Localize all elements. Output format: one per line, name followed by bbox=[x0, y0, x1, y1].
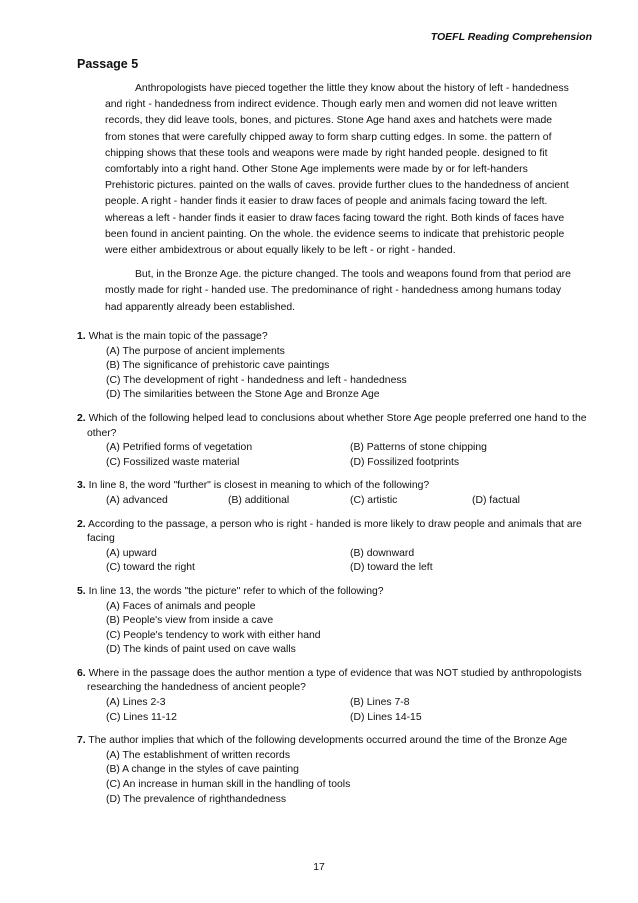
answer-option-b[interactable]: (B) People's view from inside a cave bbox=[106, 615, 274, 627]
question-list bbox=[77, 330, 607, 816]
answer-option-b[interactable]: (B) A change in the styles of cave painting bbox=[106, 764, 299, 776]
question-number: 6. bbox=[77, 667, 86, 679]
question-text: Which of the following helped lead to conclusions about whether Store Age people preferred one hand to the other? bbox=[87, 412, 587, 439]
question-text: Where in the passage does the author mention a type of evidence that was NOT studied by anthropologists researching the handedness of ancient people? bbox=[87, 667, 582, 694]
question-1 bbox=[77, 330, 607, 403]
answer-option-a[interactable]: (A) The purpose of ancient implements bbox=[106, 345, 285, 357]
answer-option-c[interactable]: (C) An increase in human skill in the handling of tools bbox=[106, 779, 351, 791]
question-number: 2. bbox=[77, 518, 86, 530]
answer-options bbox=[106, 547, 607, 576]
question-stem bbox=[77, 412, 607, 441]
answer-option-d[interactable]: (D) Fossilized footprints bbox=[350, 456, 460, 468]
answer-option-c[interactable]: (C) People's tendency to work with either hand bbox=[106, 629, 321, 641]
answer-option-d[interactable]: (D) factual bbox=[472, 494, 520, 506]
answer-option-d[interactable]: (D) Lines 14-15 bbox=[350, 711, 422, 723]
question-text: In line 8, the word "further" is closest in meaning to which of the following? bbox=[88, 480, 430, 492]
answer-option-d[interactable]: (D) The prevalence of righthandedness bbox=[106, 793, 287, 805]
answer-option-d[interactable]: (D) toward the left bbox=[350, 562, 433, 574]
answer-options bbox=[106, 494, 607, 509]
question-text: What is the main topic of the passage? bbox=[88, 331, 268, 342]
answer-option-c[interactable]: (C) The development of right - handedness and left - handedness bbox=[106, 374, 407, 386]
answer-option-a[interactable]: (A) Lines 2-3 bbox=[106, 697, 166, 709]
question-text: The author implies that which of the following developments occurred around the time of the Bronze Age bbox=[88, 735, 568, 747]
answer-option-c[interactable]: (C) Lines 11-12 bbox=[106, 711, 177, 723]
passage-paragraph-1: Anthropologists have pieced together the little they know about the history of left - handedness and right - handedness from indirect evidence. Though early men and women did not leave written records, they did leave tools, bones, and pictures. Stone Age hand axes and hatchets were made from stones that were carefully chipped away to form sharp cutting edges. In some. the pattern of chipping shows that these tools and weapons were made by right handed people. designed to fit comfortably into a right hand. Other Stone Age implements were made by or for left-handers Prehistoric pictures. painted on the walls of caves. provide further clues to the handedness of ancient people. A right - hander finds it easier to draw faces of people and animals facing toward the left. whereas a left - hander finds it easier to draw faces facing toward the right. Both kinds of faces have been found in ancient painting. On the whole. the evidence seems to indicate that prehistoric people were either ambidextrous or about equally likely to be left - or right - handed. bbox=[105, 83, 569, 257]
question-number: 2. bbox=[77, 412, 86, 424]
answer-option-b[interactable]: (B) The significance of prehistoric cave paintings bbox=[106, 360, 330, 372]
question-number: 7. bbox=[77, 735, 86, 747]
answer-options bbox=[106, 345, 607, 403]
passage-title: Passage 5 bbox=[77, 57, 139, 71]
question-text: In line 13, the words "the picture" refer to which of the following? bbox=[88, 585, 384, 597]
question-6 bbox=[77, 667, 607, 725]
question-3 bbox=[77, 479, 607, 508]
question-stem bbox=[77, 330, 607, 345]
passage-body bbox=[105, 81, 575, 316]
question-stem bbox=[77, 734, 607, 749]
answer-option-d[interactable]: (D) The kinds of paint used on cave walls bbox=[106, 644, 296, 656]
answer-options bbox=[106, 600, 607, 658]
page-number: 17 bbox=[313, 862, 325, 873]
question-stem bbox=[77, 518, 607, 547]
answer-option-c[interactable]: (C) artistic bbox=[350, 494, 398, 506]
question-number: 1. bbox=[77, 331, 86, 342]
question-7 bbox=[77, 734, 607, 807]
question-4 bbox=[77, 518, 607, 576]
answer-option-c[interactable]: (C) Fossilized waste material bbox=[106, 456, 240, 468]
answer-option-a[interactable]: (A) Petrified forms of vegetation bbox=[106, 442, 253, 454]
passage-paragraph-2: But, in the Bronze Age. the picture changed. The tools and weapons found from that period are mostly made for right - handed use. The predominance of right - handedness among humans today had apparently already been established. bbox=[105, 269, 571, 313]
answer-option-a[interactable]: (A) upward bbox=[106, 547, 157, 559]
answer-option-a[interactable]: (A) The establishment of written records bbox=[106, 749, 291, 761]
question-stem bbox=[77, 479, 607, 494]
answer-option-a[interactable]: (A) Faces of animals and people bbox=[106, 600, 256, 612]
answer-option-b[interactable]: (B) additional bbox=[228, 494, 290, 506]
question-stem bbox=[77, 585, 607, 600]
answer-options bbox=[106, 749, 607, 807]
answer-option-b[interactable]: (B) Lines 7-8 bbox=[350, 697, 410, 709]
question-5 bbox=[77, 585, 607, 658]
answer-option-a[interactable]: (A) advanced bbox=[106, 494, 168, 506]
question-stem bbox=[77, 667, 607, 696]
question-number: 3. bbox=[77, 480, 86, 492]
answer-option-c[interactable]: (C) toward the right bbox=[106, 562, 195, 574]
answer-options bbox=[106, 696, 607, 725]
answer-options bbox=[106, 441, 607, 470]
answer-option-b[interactable]: (B) downward bbox=[350, 547, 415, 559]
answer-option-d[interactable]: (D) The similarities between the Stone Age and Bronze Age bbox=[106, 389, 380, 401]
question-number: 5. bbox=[77, 585, 86, 597]
running-header: TOEFL Reading Comprehension bbox=[430, 31, 592, 43]
question-2 bbox=[77, 412, 607, 470]
answer-option-b[interactable]: (B) Patterns of stone chipping bbox=[350, 442, 487, 454]
question-text: According to the passage, a person who is right - handed is more likely to draw people and animals that are facing bbox=[87, 518, 582, 545]
